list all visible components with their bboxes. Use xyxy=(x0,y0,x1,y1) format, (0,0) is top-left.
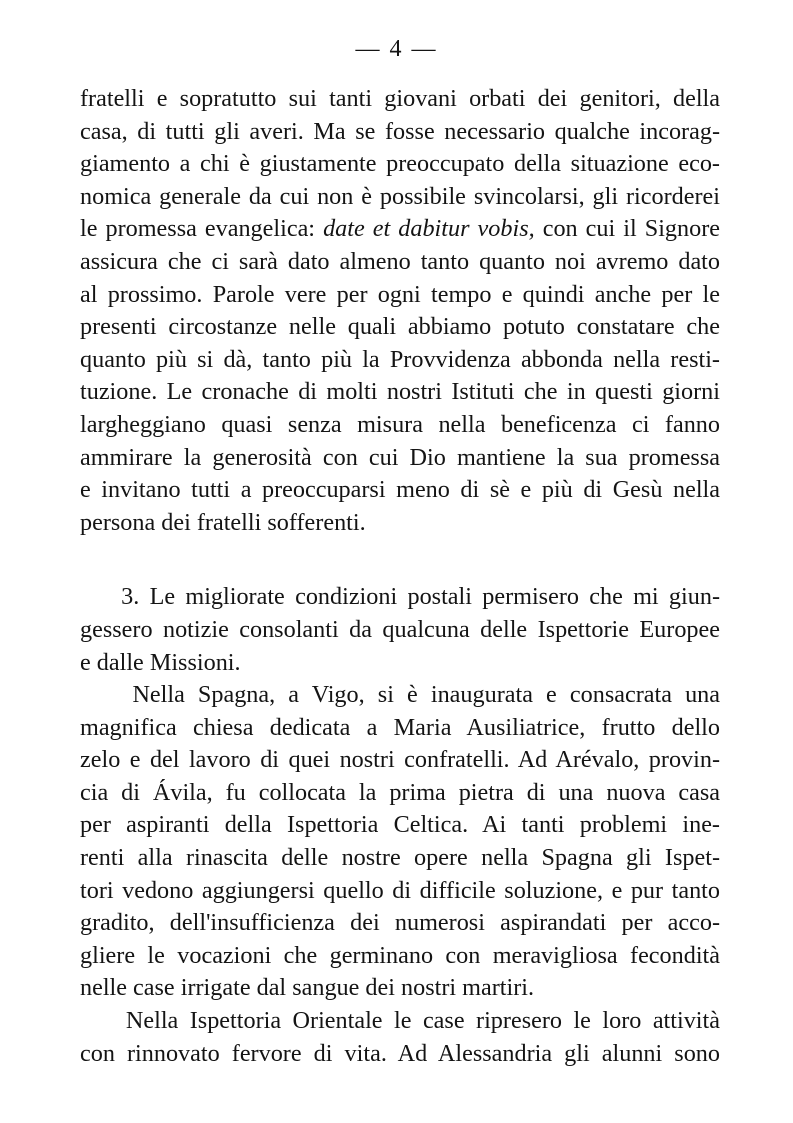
text-line: zelo e del lavoro di quei nostri confratelli. Ad Arévalo, provin- xyxy=(80,746,720,774)
text-line: Nella Spagna, a Vigo, si è inaugurata e consacrata una xyxy=(80,681,720,709)
text-line: giamento a chi è giustamente preoccupato della situazione eco- xyxy=(80,150,720,178)
paragraph xyxy=(80,581,720,679)
text-line: gradito, dell'insufficienza dei numerosi aspirandati per acco- xyxy=(80,909,720,937)
text-segment: le promessa evangelica: xyxy=(80,215,324,243)
text-line: fratelli e sopratutto sui tanti giovani orbati dei genitori, della xyxy=(80,85,720,112)
paragraph xyxy=(80,679,720,1005)
text-line: gessero notizie consolanti da qualcuna delle Ispettorie Europee xyxy=(80,615,720,643)
text-line: nelle case irrigate dal sangue dei nostri martiri. xyxy=(80,974,535,1002)
text-line: magnifica chiesa dedicata a Maria Ausiliatrice, frutto dello xyxy=(80,713,720,741)
text-line: tuzione. Le cronache di molti nostri Istituti che in questi giorni xyxy=(80,378,720,406)
body-text xyxy=(80,83,720,1070)
italic-quote: date et dabitur vobis, xyxy=(323,215,535,243)
text-line: gliere le vocazioni che germinano con meravigliosa fecondità xyxy=(80,941,720,969)
paragraph-gap xyxy=(80,539,720,581)
text-line: assicura che ci sarà dato almeno tanto quanto noi avremo dato xyxy=(80,247,720,275)
text-line xyxy=(80,213,720,246)
text-line: renti alla rinascita delle nostre opere nella Spagna gli Ispet- xyxy=(80,844,720,872)
text-line: al prossimo. Parole vere per ogni tempo e quindi anche per le xyxy=(80,280,720,308)
text-line: 3. Le migliorate condizioni postali permisero che mi giun- xyxy=(80,583,720,611)
text-line: presenti circostanze nelle quali abbiamo potuto constatare che xyxy=(80,313,720,341)
text-line: e dalle Missioni. xyxy=(80,648,241,676)
text-line: nomica generale da cui non è possibile svincolarsi, gli ricorderei xyxy=(80,182,720,210)
text-line: persona dei fratelli sofferenti. xyxy=(80,508,366,536)
text-line: tori vedono aggiungersi quello di difficile soluzione, e pur tanto xyxy=(80,876,720,904)
page-number: — 4 — xyxy=(355,36,438,62)
text-line: per aspiranti della Ispettoria Celtica. Ai tanti problemi ine- xyxy=(80,811,720,839)
text-line: largheggiano quasi senza misura nella beneficenza ci fanno xyxy=(80,410,720,438)
paragraph xyxy=(80,1005,720,1070)
text-line: ammirare la generosità con cui Dio mantiene la sua promessa xyxy=(80,443,720,471)
text-segment: con cui il Signore xyxy=(534,215,720,243)
text-line: e invitano tutti a preoccuparsi meno di sè e più di Gesù nella xyxy=(80,476,720,504)
text-line: Nella Ispettoria Orientale le case ripresero le loro attività xyxy=(80,1007,720,1035)
text-line: cia di Ávila, fu collocata la prima pietra di una nuova casa xyxy=(80,778,720,806)
paragraph xyxy=(80,83,720,539)
text-line: con rinnovato fervore di vita. Ad Alessandria gli alunni sono xyxy=(80,1039,720,1067)
text-line: casa, di tutti gli averi. Ma se fosse necessario qualche incorag- xyxy=(80,117,720,145)
text-line: quanto più si dà, tanto più la Provvidenza abbonda nella resti- xyxy=(80,345,720,373)
